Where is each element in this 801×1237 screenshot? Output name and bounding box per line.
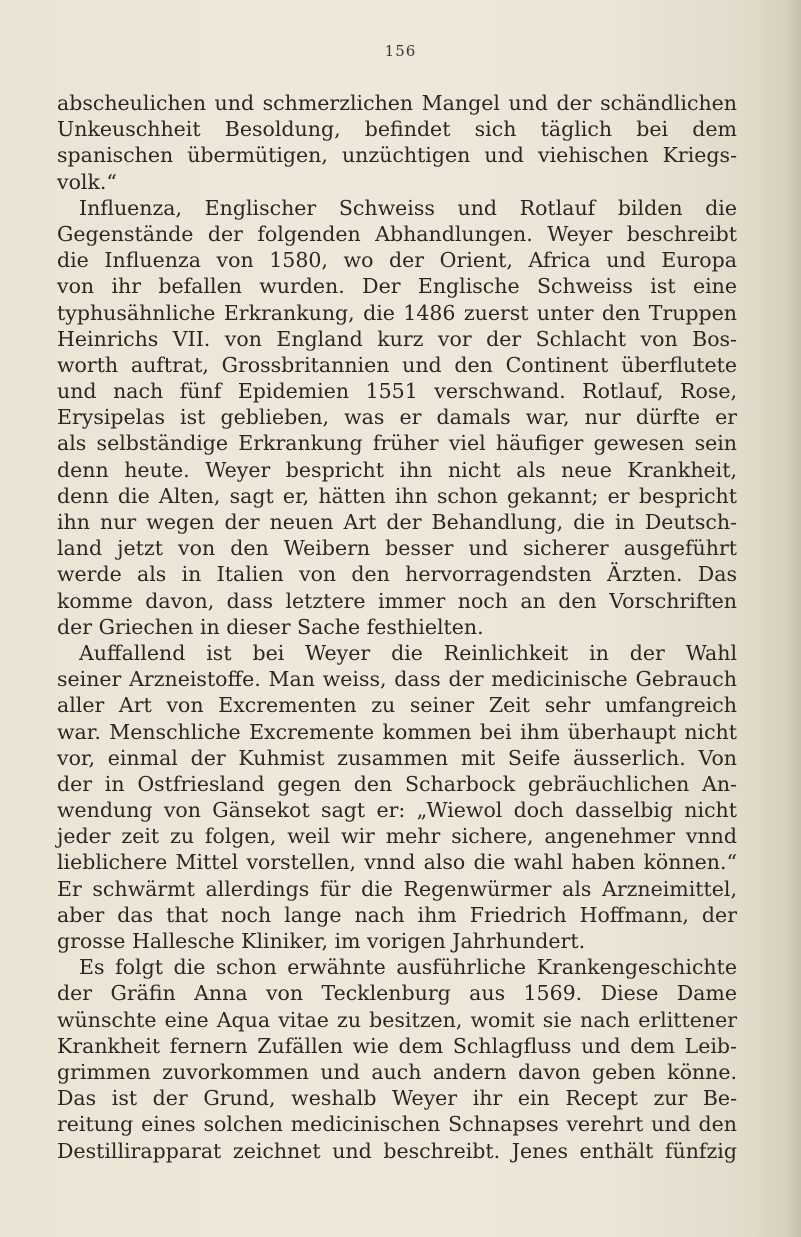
text-line: worth auftrat, Grossbritannien und den Continent überflutete [57,352,737,377]
text-line: lieblichere Mittel vorstellen, vnnd also die wahl haben können.“ [57,850,737,875]
text-line: wünschte eine Aqua vitae zu besitzen, womit sie nach erlittener [57,1007,737,1032]
text-line: von ihr befallen wurden. Der Englische Schweiss ist eine [57,274,737,299]
text-line: aller Art von Excrementen zu seiner Zeit sehr umfangreich [57,693,737,718]
text-line: der Gräfin Anna von Tecklenburg aus 1569. Diese Dame [57,981,737,1006]
text-line: land jetzt von den Weibern besser und sicherer ausgeführt [57,536,737,561]
page-number: 156 [384,42,417,60]
text-line: aber das that noch lange nach ihm Friedrich Hoffmann, der [57,902,737,927]
text-line: typhusähnliche Erkrankung, die 1486 zuerst unter den Truppen [57,300,737,325]
text-line: werde als in Italien von den hervorragendsten Ärzten. Das [57,562,737,587]
text-line: grosse Hallesche Kliniker, im vorigen Jahrhundert. [57,929,586,953]
text-line: reitung eines solchen medicinischen Schnapses verehrt und den [57,1112,737,1137]
text-line: spanischen übermütigen, unzüchtigen und viehischen Kriegs- [57,143,737,168]
text-line: der in Ostfriesland gegen den Scharbock gebräuchlichen An- [57,771,737,796]
text-line: denn die Alten, sagt er, hätten ihn schon gekannt; er bespricht [57,483,737,508]
text-line: Erysipelas ist geblieben, was er damals war, nur dürfte er [57,405,737,430]
text-line: Krankheit fernern Zufällen wie dem Schlagfluss und dem Leib- [57,1033,737,1058]
text-line: volk.“ [57,169,117,194]
text-line: und nach fünf Epidemien 1551 verschwand. Rotlauf, Rose, [57,379,737,404]
page-edge-shadow [787,0,801,1237]
text-line: war. Menschliche Excremente kommen bei ihm überhaupt nicht [57,719,737,744]
text-line: Auffallend ist bei Weyer die Reinlichkeit in der Wahl [79,640,737,665]
text-line: denn heute. Weyer bespricht ihn nicht als neue Krankheit, [57,457,737,482]
text-line: Es folgt die schon erwähnte ausführliche Krankengeschichte [79,955,737,980]
text-line: Heinrichs VII. von England kurz vor der Schlacht von Bos- [57,326,737,351]
text-line: Gegenstände der folgenden Abhandlungen. Weyer beschreibt [57,221,737,246]
text-line: Unkeuschheit Besoldung, befindet sich täglich bei dem [57,117,737,142]
text-line: vor, einmal der Kuhmist zusammen mit Seife äusserlich. Von [57,745,737,770]
text-line: der Griechen in dieser Sache festhielten. [57,614,484,639]
text-line: Er schwärmt allerdings für die Regenwürmer als Arzneimittel, [57,876,737,901]
text-line: ihn nur wegen der neuen Art der Behandlung, die in Deutsch- [57,510,737,534]
text-line: wendung von Gänsekot sagt er: „Wiewol doch dasselbig nicht [57,798,737,823]
text-line: jeder zeit zu folgen, weil wir mehr sichere, angenehmer vnnd [57,824,737,849]
text-line: Das ist der Grund, weshalb Weyer ihr ein Recept zur Be- [57,1086,737,1111]
text-line: die Influenza von 1580, wo der Orient, Africa und Europa [57,248,737,273]
text-line: seiner Arzneistoffe. Man weiss, dass der medicinische Gebrauch [57,667,737,692]
text-line: Influenza, Englischer Schweiss und Rotlauf bilden die [79,195,737,220]
text-line: abscheulichen und schmerzlichen Mangel und der schändlichen [57,91,737,115]
text-line: Destillirapparat zeichnet und beschreibt. Jenes enthält fünfzig [57,1138,737,1163]
text-line: grimmen zuvorkommen und auch andern davon geben könne. [57,1059,737,1084]
text-line: als selbständige Erkrankung früher viel häufiger gewesen sein [57,431,737,456]
body-text [57,90,737,1164]
text-line: komme davon, dass letztere immer noch an den Vorschriften [57,588,737,613]
